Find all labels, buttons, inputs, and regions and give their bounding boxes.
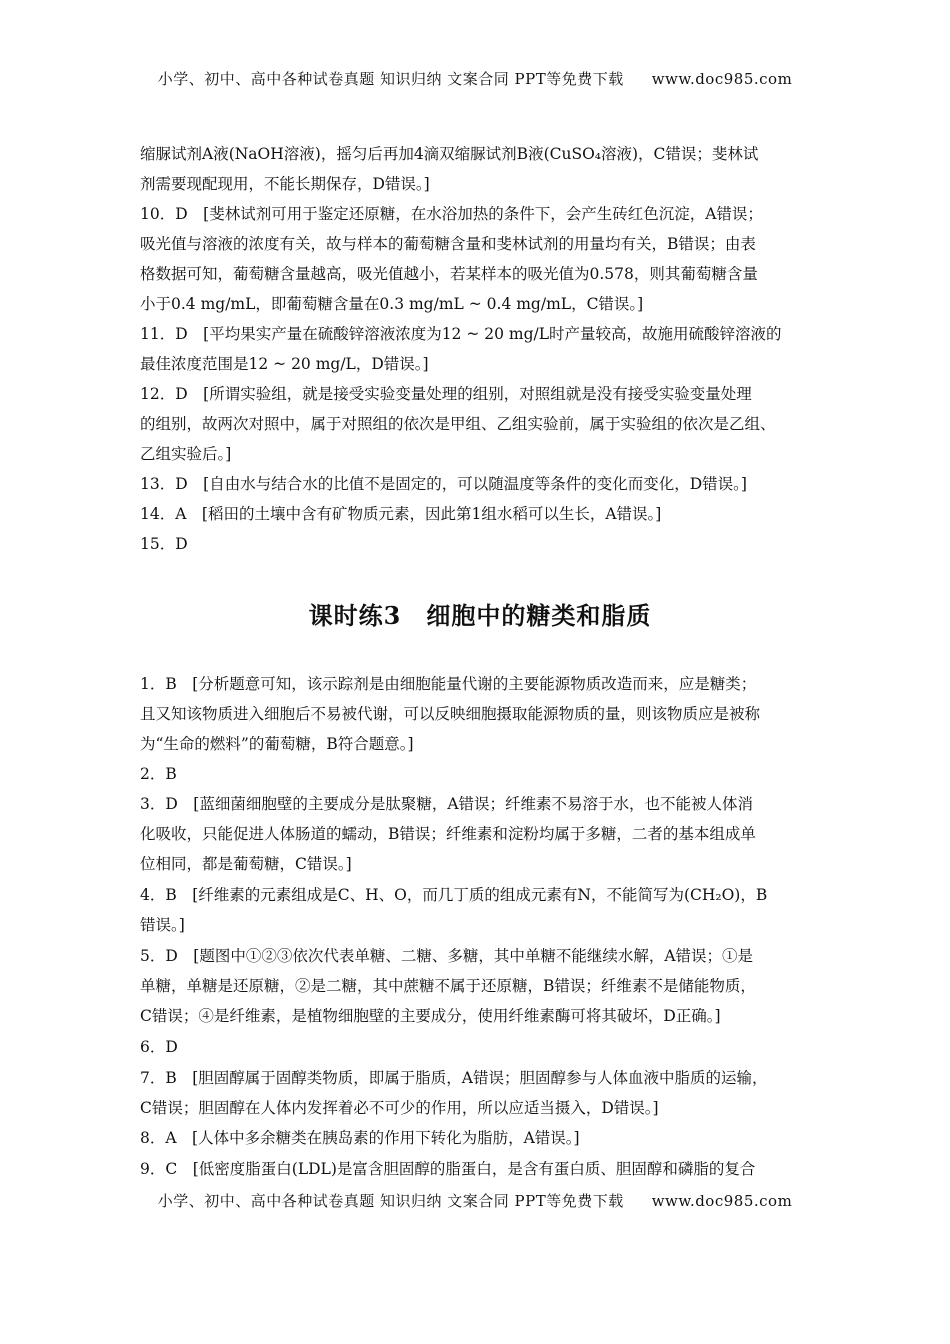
text-line: 12．D [所谓实验组，就是接受实验变量处理的组别，对照组就是没有接受实验变量处理 xyxy=(140,385,752,403)
text-line: 的组别，故两次对照中，属于对照组的依次是甲组、乙组实验前，属于实验组的依次是乙组、 xyxy=(140,415,776,433)
footer-site: www.doc985.com xyxy=(651,1192,793,1210)
text-line: 13．D [自由水与结合水的比值不是固定的，可以随温度等条件的变化而变化，D错误。] xyxy=(140,475,747,493)
text-line: 11．D [平均果实产量在硫酸锌溶液浓度为12 ~ 20 mg/L时产量较高，故施用硫酸锌溶液的 xyxy=(140,325,782,343)
text-line: 8．A [人体中多余糖类在胰岛素的作用下转化为脂肪，A错误。] xyxy=(140,1129,580,1147)
header-site: www.doc985.com xyxy=(651,70,793,88)
text-line: C错误；④是纤维素，是植物细胞壁的主要成分，使用纤维素酶可将其破坏，D正确。] xyxy=(140,1007,721,1025)
text-line: 2．B xyxy=(140,765,177,783)
text-line: 15．D xyxy=(140,535,188,553)
text-line: 为“生命的燃料”的葡萄糖，B符合题意。] xyxy=(140,735,414,753)
text-line: 剂需要现配现用，不能长期保存，D错误。] xyxy=(140,175,430,193)
section-title: 课时练3 细胞中的糖类和脂质 xyxy=(308,601,652,630)
text-line: 乙组实验后。] xyxy=(140,445,232,463)
text-line: 1．B [分析题意可知，该示踪剂是由细胞能量代谢的主要能源物质改造而来，应是糖类； xyxy=(140,675,757,693)
text-line: 6．D xyxy=(140,1038,178,1056)
footer-text: 小学、初中、高中各种试卷真题 知识归纳 文案合同 PPT等免费下载 xyxy=(157,1192,624,1210)
text-line: 单糖，单糖是还原糖，②是二糖，其中蔗糖不属于还原糖，B错误；纤维素不是储能物质， xyxy=(140,977,756,995)
text-line: 位相同，都是葡萄糖，C错误。] xyxy=(140,855,352,873)
text-line: 9．C [低密度脂蛋白(LDL)是富含胆固醇的脂蛋白，是含有蛋白质、胆固醇和磷脂的复合 xyxy=(140,1160,756,1178)
page-footer xyxy=(0,1190,950,1211)
header-text: 小学、初中、高中各种试卷真题 知识归纳 文案合同 PPT等免费下载 xyxy=(157,70,624,88)
text-line: 3．D [蓝细菌细胞壁的主要成分是肽聚糖，A错误；纤维素不易溶于水，也不能被人体消 xyxy=(140,795,754,813)
text-line: 最佳浓度范围是12 ~ 20 mg/L，D错误。] xyxy=(140,355,429,373)
text-line: 格数据可知，葡萄糖含量越高，吸光值越小，若某样本的吸光值为0.578，则其葡萄糖含量 xyxy=(140,265,758,283)
text-line: 14．A [稻田的土壤中含有矿物质元素，因此第1组水稻可以生长，A错误。] xyxy=(140,505,662,523)
text-line: C错误；胆固醇在人体内发挥着必不可少的作用，所以应适当摄入，D错误。] xyxy=(140,1099,659,1117)
text-line: 吸光值与溶液的浓度有关，故与样本的葡萄糖含量和斐林试剂的用量均有关，B错误；由表 xyxy=(140,235,756,253)
text-line: 且又知该物质进入细胞后不易被代谢，可以反映细胞摄取能源物质的量，则该物质应是被称 xyxy=(140,705,761,723)
page-header xyxy=(0,68,950,89)
text-line: 5．D [题图中①②③依次代表单糖、二糖、多糖，其中单糖不能继续水解，A错误；①是 xyxy=(140,947,754,965)
text-line: 化吸收，只能促进人体肠道的蠕动，B错误；纤维素和淀粉均属于多糖，二者的基本组成单 xyxy=(140,825,756,843)
text-line: 错误。] xyxy=(140,916,185,934)
text-line: 缩脲试剂A液(NaOH溶液)，摇匀后再加4滴双缩脲试剂B液(CuSO₄溶液)，C错误；斐林试 xyxy=(140,145,759,163)
text-line: 4．B [纤维素的元素组成是C、H、O，而几丁质的组成元素有N，不能简写为(CH₂O)，B xyxy=(140,886,768,904)
text-line: 小于0.4 mg/mL，即葡萄糖含量在0.3 mg/mL ~ 0.4 mg/mL，C错误。] xyxy=(140,295,644,313)
text-line: 7．B [胆固醇属于固醇类物质，即属于脂质，A错误；胆固醇参与人体血液中脂质的运输， xyxy=(140,1069,768,1087)
text-line: 10．D [斐林试剂可用于鉴定还原糖，在水浴加热的条件下，会产生砖红色沉淀，A错误； xyxy=(140,205,763,223)
